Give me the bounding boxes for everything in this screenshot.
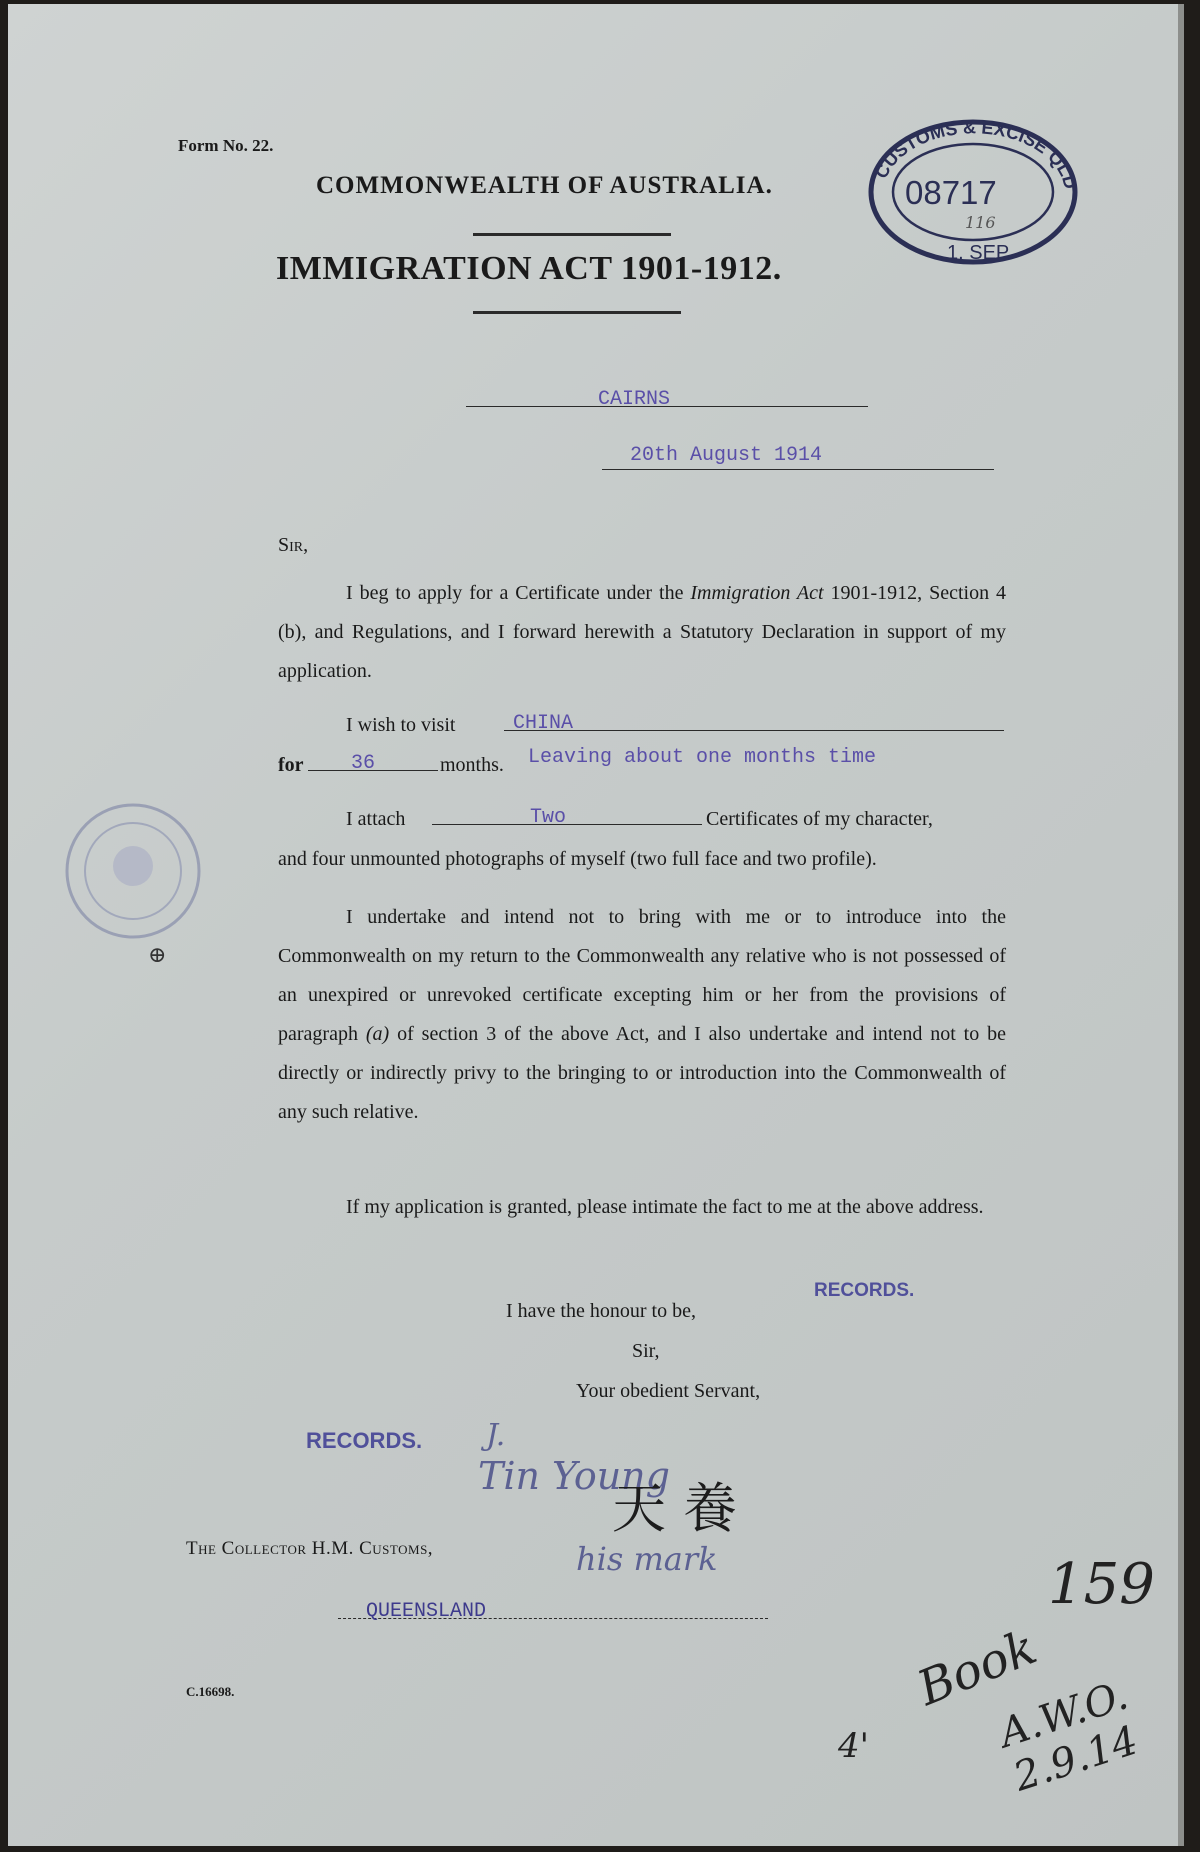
visit-value: CHINA — [513, 712, 574, 735]
photos-text: and four unmounted photographs of myself (two full face and two profile). — [278, 848, 877, 870]
stamp-sub-number: 116 — [965, 213, 996, 232]
act-heading: IMMIGRATION ACT 1901-1912. — [276, 250, 782, 287]
act-italic: Immigration Act — [690, 582, 824, 604]
date-value: 20th August 1914 — [630, 444, 823, 467]
addressee-line-2: QUEENSLAND — [366, 1600, 487, 1623]
signature-english: Tin Young — [478, 1454, 670, 1498]
grant-paragraph: If my application is granted, please intimate the fact to me at the above address. — [346, 1196, 984, 1218]
heading-rule-bottom — [473, 311, 681, 314]
document-page — [8, 4, 1184, 1846]
footer-code: C.16698. — [186, 1684, 235, 1699]
annotation-book: Book — [909, 1619, 1045, 1717]
addressee-line-1: The Collector H.M. Customs, — [186, 1538, 434, 1559]
heading-rule-top — [473, 233, 671, 236]
months-label: months. — [440, 754, 504, 776]
annotation-date: A.W.O. 2.9.14 — [994, 1672, 1144, 1801]
para1-part1: I beg to apply for a Certificate under the — [346, 582, 684, 604]
visit-line — [504, 730, 1004, 731]
closing-line-2: Sir, — [632, 1340, 660, 1362]
months-value: 36 — [351, 752, 376, 775]
attach-label: I attach — [346, 808, 406, 830]
stamp-top-text: CUSTOMS & EXCISE QLD — [870, 117, 1081, 191]
para1-part2: 1901-1912, Section 4 (b), and Regulations, and I forward herewith a Statutory Declaration in support of my application. — [278, 582, 1007, 682]
annotation-ref: 4' — [838, 1726, 869, 1766]
signature-mark: his mark — [576, 1540, 718, 1578]
date-line — [602, 469, 994, 470]
salutation: Sir, — [278, 534, 309, 556]
departure-note: Leaving about one months time — [528, 746, 877, 769]
mark-symbol: ⊕ — [148, 942, 167, 967]
signature-initial: J. — [486, 1418, 506, 1453]
place-value: CAIRNS — [598, 388, 671, 411]
attach-line — [432, 824, 702, 825]
paragraph-letter: (a) — [365, 1023, 390, 1045]
closing-line-1: I have the honour to be, — [506, 1300, 696, 1322]
undertake-part2: of section 3 of the above Act, and I also undertake and intend not to be directly or indirectly privy to the bringing to or introduction into the Commonwealth of any such relative. — [278, 1023, 1007, 1123]
undertake-part1: I undertake and intend not to bring with me or to introduce into the Commonwealth on my return to the Commonwealth any relative who is not possessed of an unexpired or unrevoked certificate excepting him or her from the provisions of paragraph — [278, 906, 1006, 1045]
records-stamp-1: RECORDS. — [814, 1280, 915, 1301]
signature-chinese: 天 養 — [612, 1477, 738, 1540]
country-heading: COMMONWEALTH OF AUSTRALIA. — [316, 172, 773, 199]
annotation-number: 159 — [1048, 1552, 1155, 1617]
records-stamp-2: RECORDS. — [306, 1428, 423, 1453]
customs-seal-faint — [58, 796, 208, 946]
attach-value: Two — [530, 806, 567, 829]
for-label: for — [278, 754, 304, 776]
undertaking-paragraph — [278, 898, 1006, 1132]
customs-stamp — [861, 112, 1091, 272]
stamp-date: 1. SEP. — [947, 242, 1013, 264]
visit-label: I wish to visit — [346, 714, 456, 736]
closing-line-3: Your obedient Servant, — [576, 1380, 761, 1402]
attach-label-after: Certificates of my character, — [706, 808, 933, 830]
application-paragraph — [278, 574, 1006, 691]
stamp-number: 08717 — [905, 174, 997, 211]
form-number: Form No. 22. — [178, 136, 274, 155]
